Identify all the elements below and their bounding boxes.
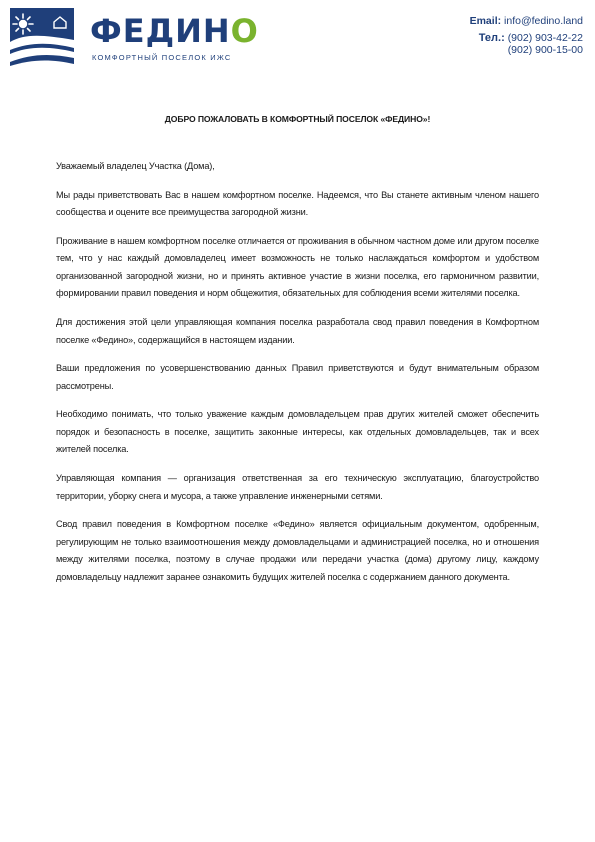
phone-label: Тел.:	[478, 32, 505, 44]
phone-row-secondary	[470, 44, 583, 56]
brand-tagline: КОМФОРТНЫЙ ПОСЕЛОК ИЖС	[92, 53, 232, 62]
brand-name-main: ФЕДИН	[90, 12, 231, 50]
sun-over-hills-logo-icon	[10, 8, 74, 70]
paragraph-welcome: Мы рады приветствовать Вас в нашем комфортном поселке. Надеемся, что Вы станете активным членом нашего сообщества и оцените все преимущества загородной жизни.	[56, 189, 539, 218]
brand-wordmark	[90, 12, 259, 50]
paragraph-respect: Необходимо понимать, что только уважение каждым домовладельцем прав других жителей сможет обеспечить порядок и безопасность в поселке, защитить законные интересы, как отдельных домовладельцев, так и всех жителей поселка.	[56, 409, 539, 455]
document-body	[56, 158, 539, 598]
paragraph-living: Проживание в нашем комфортном поселке отличается от проживания в обычном частном доме или другом поселке тем, что у нас каждый домовладелец имеет возможность не только наслаждаться комфортом и удобством организованной загородной жизни, но и принять активное участие в жизни поселка, его гармоничном развитии, формировании правил поведения и норм общежития, обязательных для соблюдения всеми жителями поселка.	[56, 235, 539, 299]
brand-name-accent: О	[230, 12, 259, 50]
paragraph-rules-purpose: Для достижения этой цели управляющая компания поселка разработала свод правил поведения в Комфортном поселке «Федино», содержащийся в настоящем издании.	[56, 317, 539, 345]
paragraph-suggestions: Ваши предложения по усовершенствованию данных Правил приветствуются и будут внимательным образом рассмотрены.	[56, 363, 539, 391]
document-title: ДОБРО ПОЖАЛОВАТЬ В КОМФОРТНЫЙ ПОСЕЛОК «ФЕДИНО»!	[164, 114, 431, 124]
contact-block	[470, 15, 583, 56]
greeting-line: Уважаемый владелец Участка (Дома),	[56, 161, 215, 171]
phone-number-primary: (902) 903-42-22	[507, 32, 583, 44]
letterhead	[10, 8, 585, 70]
email-label: Email:	[469, 15, 502, 27]
email-address: info@fedino.land	[504, 15, 583, 27]
paragraph-management: Управляющая компания — организация ответственная за его техническую эксплуатацию, благоустройство территории, уборку снега и мусора, а также управление инженерными сетями.	[56, 473, 539, 501]
phone-number-secondary: (902) 900-15-00	[507, 44, 583, 56]
email-row	[470, 15, 583, 27]
paragraph-official-document: Свод правил поведения в Комфортном поселке «Федино» является официальным документом, одобренным, регулирующим не только взаимоотношения между домовладельцами и администрацией поселка, но и отношения между жителями поселка, поэтому в случае продажи или передачи участка (дома) другому лицу, каждому домовладельцу надлежит заранее ознакомить будущих жителей поселка с содержанием данного документа.	[56, 519, 539, 582]
phone-row-primary	[470, 32, 583, 44]
